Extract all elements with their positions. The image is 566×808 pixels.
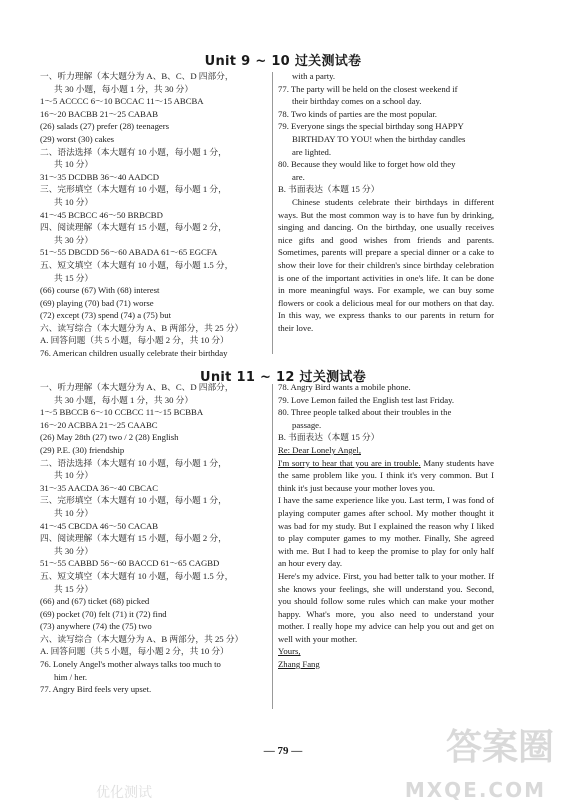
section-2-left-column [40,381,266,696]
section-title-unit-11-12: Unit 11 ~ 12 过关测试卷 [199,370,367,385]
text-line: 76. American children usually celebrate their birthday [40,348,228,359]
text-line: 共 30 分） [54,545,94,556]
text-line: 六、读写综合（本大题分为 A、B 两部分，共 25 分） [40,633,244,644]
text-line: 共 10 分） [54,196,94,207]
text-line: 80. Three people talked about their troubles in the [278,407,452,418]
watermark-corner: 优化测试 [96,786,152,801]
section-title-unit-9-10: Unit 9 ~ 10 过关测试卷 [204,54,362,69]
text-line: 一、听力理解（本大题分为 A、B、C、D 四部分， [40,382,234,392]
text-line: passage. [292,419,322,430]
text-line: 77. Angry Bird feels very upset. [40,684,152,695]
text-line: 41～45 CBCDA 46～50 CACAB [40,520,159,531]
text-line: (73) anywhere (74) the (75) two [40,621,152,632]
essay-paragraph: Chinese students celebrate their birthdays in different ways. But the most common way is to have fun by drinking, singing and dancing. On the birthday, one usually receives nice gifts and good wishes from friends and parents. Sometimes, parents will prepare a special dinner or a cake to show their love for their children's since birthday celebration is one of the important activities in one's life. It can be done in more meaningful ways. For example, we can buy some flowers or cook a delicious meal for our mothers on that day. In this way, we express thanks to our parents in return for their love. [278,196,494,333]
text-line: 共 15 分） [54,583,94,594]
text-line: are. [292,171,305,182]
page-number: — 79 — [263,745,303,757]
text-line: (69) pocket (70) felt (71) it (72) find [40,608,167,619]
text-line: with a party. [292,71,336,81]
letter-paragraph: I have the same experience like you. Last term, I was fond of playing computer games after school. My mother thought it was bad for my study. But I explained the reason why I liked to play computer games to my mother. Finally, She agreed with me. But I had to keep the promise to play for only half an hour every day. [278,495,494,569]
text-line: 共 10 分） [54,159,94,170]
section-1-left-column [40,70,266,360]
text-line: 二、语法选择（本大题有 10 小题，每小题 1 分， [40,457,227,468]
text-line: 41～45 BCBCC 46～50 BRBCBD [40,209,163,220]
column-divider [272,72,273,354]
text-line: are lighted. [292,146,332,157]
text-line: 16～20 ACBBA 21～25 CAABC [40,419,158,430]
text-line: 共 15 分） [54,272,94,283]
text-line: 六、读写综合（本大题分为 A、B 两部分，共 25 分） [40,322,244,333]
text-line: 1～5 ACCCC 6～10 BCCAC 11～15 ABCBA [40,96,204,107]
text-line: 共 30 小题，每小题 1 分，共 30 分） [54,83,193,94]
watermark-site: MXQE.COM [404,778,546,802]
text-line: 16～20 BACBB 21～25 CABAB [40,108,159,119]
letter-opening-sentence: I'm sorry to hear that you are in trouble. [278,457,421,468]
text-line: 五、短文填空（本大题有 10 小题，每小题 1.5 分， [40,259,234,270]
text-line: 78. Two kinds of parties are the most popular. [278,108,437,119]
text-line: A. 回答问题（共 5 小题，每小题 2 分，共 10 分） [40,335,229,346]
text-line: 79. Everyone sings the special birthday song HAPPY [278,121,464,132]
text-line: (66) course (67) With (68) interest [40,285,160,296]
text-line: 一、听力理解（本大题分为 A、B、C、D 四部分， [40,71,234,81]
text-line: 51～55 CABBD 56～60 BACCD 61～65 CAGBD [40,558,220,569]
text-line: 1～5 BBCCB 6～10 CCBCC 11～15 BCBBA [40,407,204,418]
text-line: (29) worst (30) cakes [40,133,115,144]
text-line: 共 30 小题，每小题 1 分，共 30 分） [54,394,193,405]
text-line: 79. Love Lemon failed the English test last Friday. [278,394,455,405]
text-line: 76. Lonely Angel's mother always talks too much to [40,659,221,670]
text-line: 共 10 分） [54,470,94,481]
text-line: (26) salads (27) prefer (28) teenagers [40,121,170,132]
letter-paragraph: Here's my advice. First, you had better talk to your mother. If she knows your feelings, she will understand you. Second, you should follow some rules which can make your mother happy. What's more, you also need to understand your mother. I really hope my advice can help you out and get on well with your mother. [278,570,494,644]
text-line: BIRTHDAY TO YOU! when the birthday candles [292,133,466,144]
text-line: 80. Because they would like to forget how old they [278,159,456,170]
letter-name: Zhang Fang [278,659,320,670]
text-line: him / her. [54,671,88,682]
text-line: 四、阅读理解（本大题有 15 小题，每小题 2 分， [40,222,227,233]
text-line: (26) May 28th (27) two / 2 (28) English [40,432,179,443]
text-line: B. 书面表达（本题 15 分） [278,184,380,195]
letter-greeting: Re: Dear Lonely Angel, [278,444,361,455]
text-line: (29) P.E. (30) friendship [40,444,125,455]
text-line: 二、语法选择（本大题有 10 小题，每小题 1 分， [40,146,227,157]
text-line: (66) and (67) ticket (68) picked [40,596,150,607]
section-1-right-column [278,70,494,334]
text-line: 四、阅读理解（本大题有 15 小题，每小题 2 分， [40,533,227,544]
section-2-right-column [278,381,494,671]
text-line: 五、短文填空（本大题有 10 小题，每小题 1.5 分， [40,570,234,581]
text-line: 共 10 分） [54,507,94,518]
text-line: 三、完形填空（本大题有 10 小题，每小题 1 分， [40,495,227,506]
letter-close: Yours, [278,646,301,657]
letter-text: Many students have the same problem like you. I think it's very common. But I think it's just because your mother loves you. [278,457,494,493]
text-line: their birthday comes on a school day. [292,96,422,107]
column-divider [272,384,273,709]
text-line: (69) playing (70) bad (71) worse [40,297,154,308]
text-line: A. 回答问题（共 5 小题，每小题 2 分，共 10 分） [40,646,229,657]
text-line: 78. Angry Bird wants a mobile phone. [278,382,411,392]
text-line: 共 30 分） [54,234,94,245]
watermark-logo: 答案圈 [445,727,554,768]
text-line: (72) except (73) spend (74) a (75) but [40,310,171,321]
text-line: 51～55 DBCDD 56～60 ABADA 61～65 EGCFA [40,247,218,258]
text-line: 31～35 DCDBB 36～40 AADCD [40,171,159,182]
text-line: 三、完形填空（本大题有 10 小题，每小题 1 分， [40,184,227,195]
letter-paragraph [278,457,494,495]
text-line: 77. The party will be held on the closest weekend if [278,83,458,94]
text-line: 31～35 AACDA 36～40 CBCAC [40,482,159,493]
text-line: B. 书面表达（本题 15 分） [278,432,380,443]
